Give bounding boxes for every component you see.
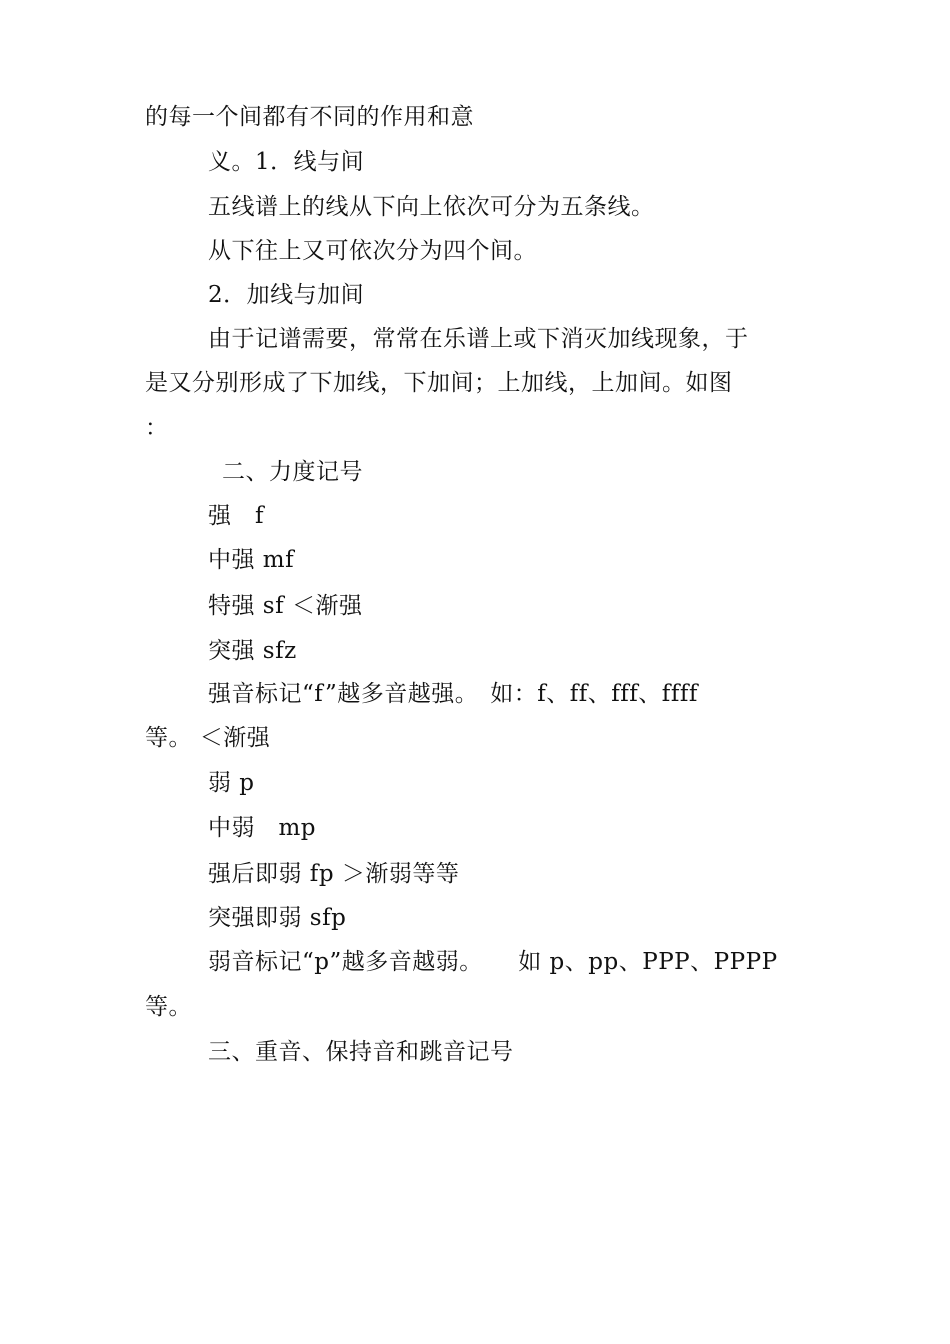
paragraph-line: 由于记谱需要，常常在乐谱上或下消灭加线现象，于: [208, 326, 749, 352]
paragraph-line: ：: [145, 415, 169, 441]
paragraph-line: 强音标记“f”越多音越强。 如：f、ff、fff、ffff: [208, 681, 698, 707]
paragraph-line: 等。: [145, 994, 192, 1020]
dynamics-item: 强 f: [208, 503, 265, 529]
dynamics-item: 特强 sf ＜渐强: [208, 593, 363, 619]
paragraph-line: 弱音标记“p”越多音越弱。 如 p、pp、PPP、PPPP: [208, 949, 778, 975]
section-heading-articulation: 三、重音、保持音和跳音记号: [208, 1039, 514, 1065]
paragraph-line: 五线谱上的线从下向上依次可分为五条线。: [208, 194, 655, 220]
paragraph-line: 是又分别形成了下加线，下加间；上加线，上加间。如图: [145, 370, 733, 396]
dynamics-item: 突强即弱 sfp: [208, 905, 347, 931]
dynamics-item: 中强 mf: [208, 547, 295, 573]
section-heading-ledger-lines: 2．加线与加间: [208, 282, 365, 308]
dynamics-item: 中弱 mp: [208, 815, 317, 841]
dynamics-item: 弱 p: [208, 770, 255, 796]
paragraph-line: 等。 ＜渐强: [145, 725, 271, 751]
paragraph-line: 从下往上又可依次分为四个间。: [208, 238, 537, 264]
paragraph-line: 的每一个间都有不同的作用和意: [145, 104, 474, 130]
dynamics-item: 强后即弱 fp ＞渐弱等等: [208, 861, 460, 887]
dynamics-item: 突强 sfz: [208, 638, 297, 664]
section-heading-line-space: 义。1．线与间: [208, 149, 365, 175]
section-heading-dynamics: 二、力度记号: [222, 459, 363, 485]
